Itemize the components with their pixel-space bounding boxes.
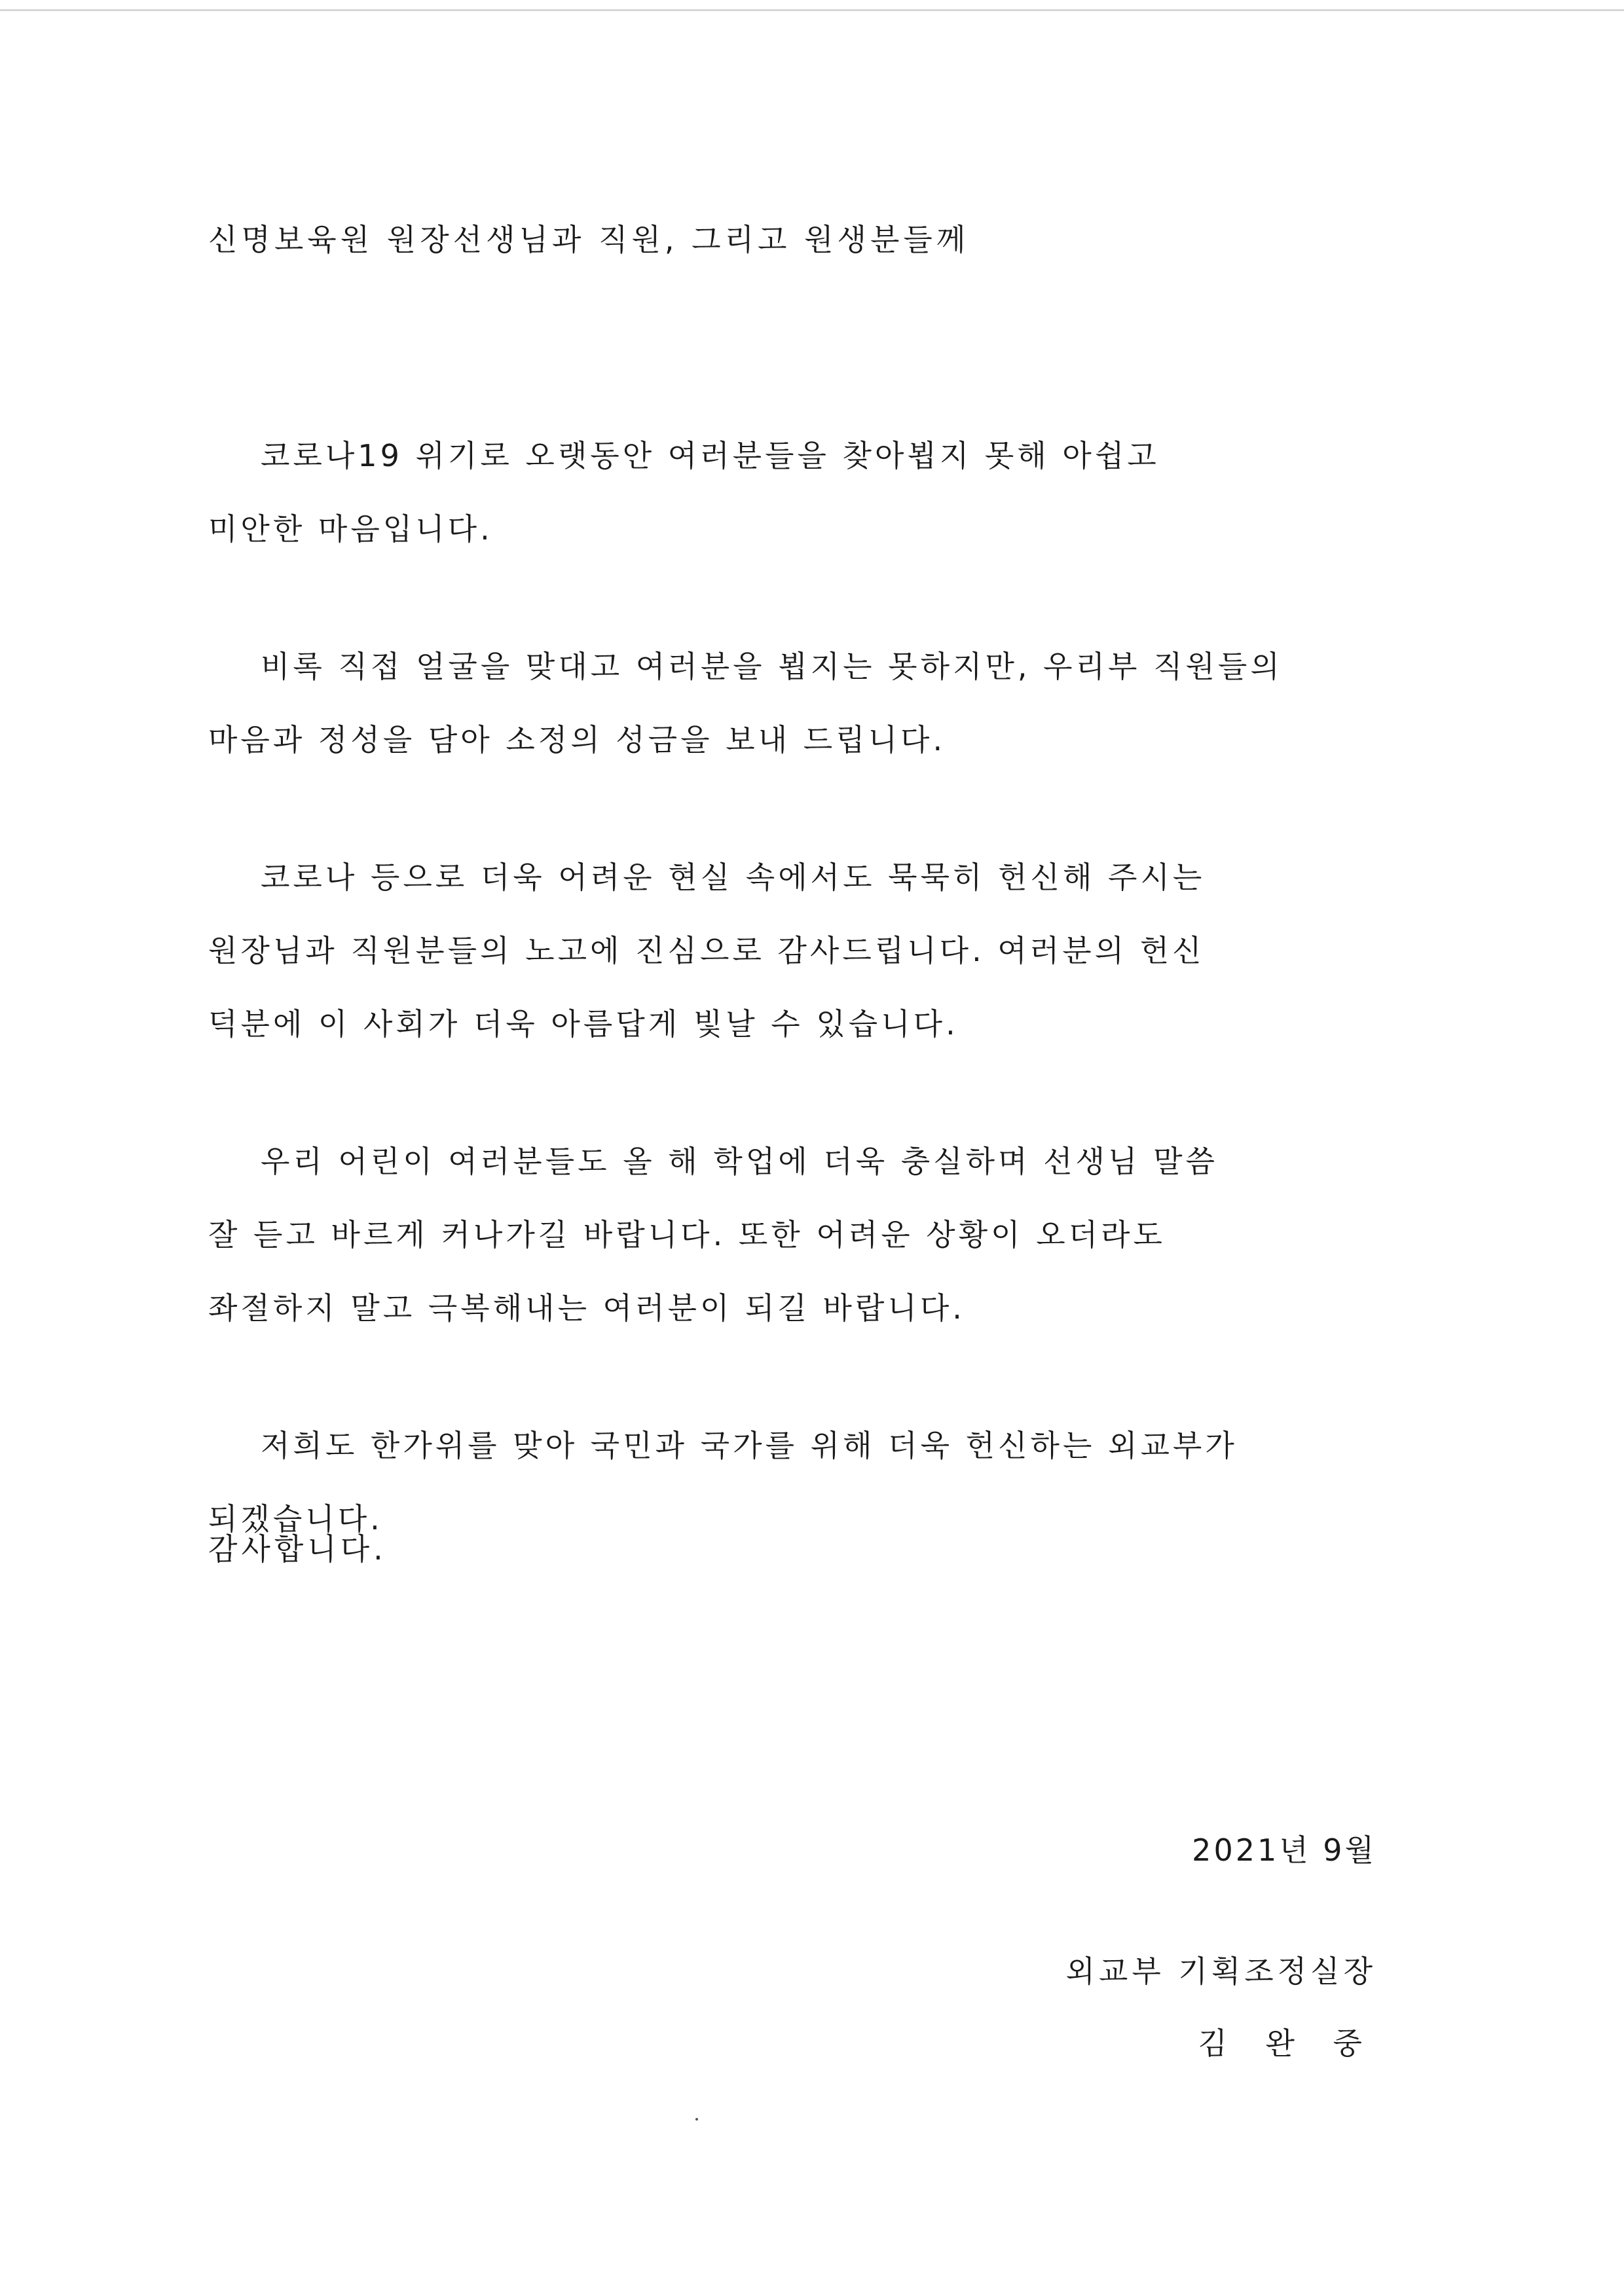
signature-name: 김 완 중: [1198, 2026, 1376, 2061]
paragraph-line: 좌절하지 말고 극복해내는 여러분이 되길 바랍니다.: [208, 1290, 965, 1326]
paragraph-line: 되겠습니다.: [208, 1501, 383, 1537]
paragraph-line: 비록 직접 얼굴을 맞대고 여러분을 뵙지는 못하지만, 우리부 직원들의: [261, 649, 1283, 684]
paragraph-line: 덕분에 이 사회가 더욱 아름답게 빛날 수 있습니다.: [208, 1006, 959, 1042]
paragraph-line: 마음과 정성을 담아 소정의 성금을 보내 드립니다.: [208, 722, 946, 757]
letter-date: 2021년 9월: [1192, 1832, 1376, 1868]
scan-speck: [695, 2118, 698, 2121]
paragraph-line: 코로나19 위기로 오랫동안 여러분들을 찾아뵙지 못해 아쉽고: [261, 438, 1160, 473]
paragraph-3: [208, 841, 1387, 1061]
paragraph-line: 원장님과 직원분들의 노고에 진심으로 감사드립니다. 여러분의 헌신: [208, 933, 1205, 968]
closing-text: 감사합니다.: [208, 1531, 387, 1567]
paragraph-line: 저희도 한가위를 맞아 국민과 국가를 위해 더욱 헌신하는 외교부가: [261, 1428, 1238, 1463]
paragraph-line: 미안한 마음입니다.: [208, 511, 493, 547]
paragraph-2: [208, 630, 1387, 776]
paragraph-line: 잘 듣고 바르게 커나가길 바랍니다. 또한 어려운 상황이 오더라도: [208, 1217, 1166, 1252]
paragraph-line: 우리 어린이 여러분들도 올 해 학업에 더욱 충실하며 선생님 말씀: [261, 1144, 1218, 1179]
signature-title: 외교부 기획조정실장: [1065, 1954, 1376, 1989]
paragraph-4: [208, 1125, 1387, 1345]
letter-body: [208, 419, 1387, 1620]
scan-edge-line: [0, 9, 1624, 11]
paragraph-line: 코로나 등으로 더욱 어려운 현실 속에서도 묵묵히 헌신해 주시는: [261, 860, 1206, 895]
salutation: 신명보육원 원장선생님과 직원, 그리고 원생분들께: [208, 222, 970, 257]
paragraph-1: [208, 419, 1387, 566]
